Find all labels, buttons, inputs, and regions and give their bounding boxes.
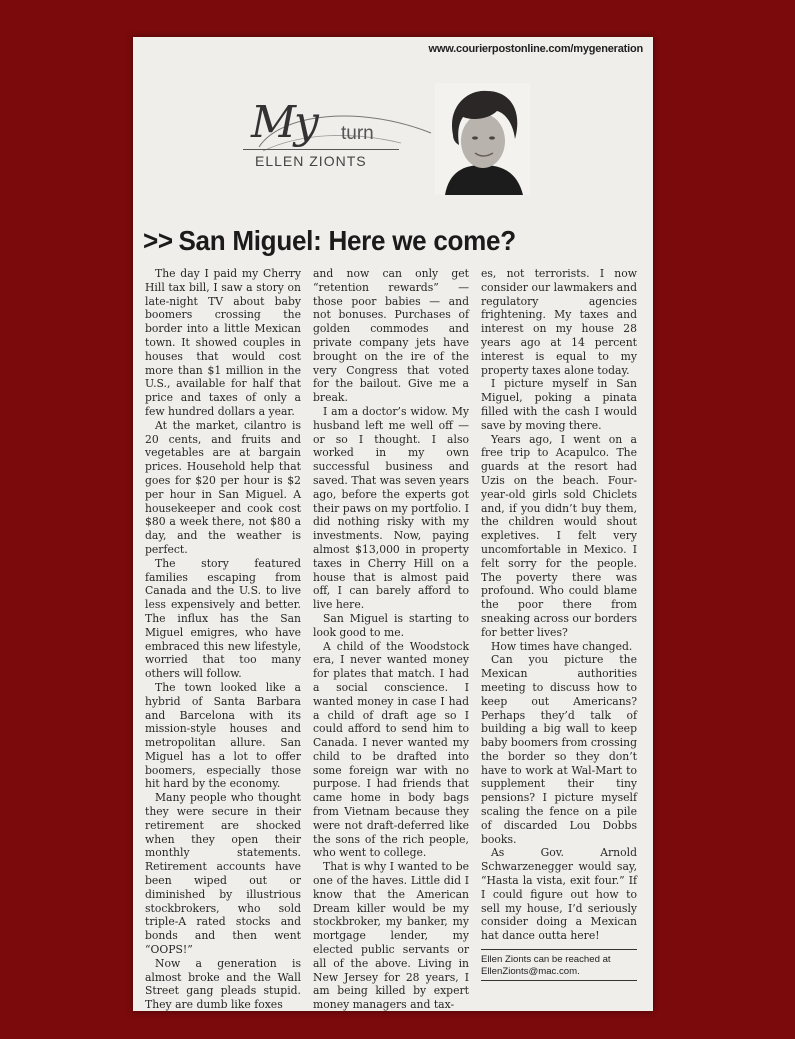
paragraph: As Gov. Arnold Schwarzenegger would say, “Hasta la vista, exit four.” If I could figure out how to sell my house, I’d seriously consider doing a Mexican hat dance outta here!: [481, 846, 637, 943]
paragraph: Now a generation is almost broke and the Wall Street gang pleads stupid. They are dumb like foxes: [145, 956, 301, 1011]
author-bio: Ellen Zionts can be reached at EllenZionts@mac.com.: [481, 954, 611, 977]
article-body: [145, 267, 643, 1011]
author-photo: [435, 83, 530, 195]
paragraph: es, not terrorists. I now consider our lawmakers and regulatory agencies frightening. My taxes and interest on my house 28 years ago at 14 percent interest is equal to my property taxes alone today.: [481, 267, 637, 377]
bio-divider-bottom: [481, 980, 637, 981]
column-masthead: [241, 97, 441, 193]
source-url: www.courierpostonline.com/mygeneration: [428, 43, 643, 55]
paragraph: Can you picture the Mexican authorities meeting to discuss how to keep out Americans? Perhaps they’d talk of building a big wall to keep baby boomers from crossing the border so they don’t have to work at Wal-Mart to supplement their tiny pensions? I picture myself scaling the fence on a pile of discarded Lou Dobbs books.: [481, 653, 637, 846]
paragraph: At the market, cilantro is 20 cents, and fruits and vegetables are at bargain prices. Household help that goes for $20 per hour is $2 per hour in San Miguel. A housekeeper and cook cost $80 a week there, not $80 a day, and the weather is perfect.: [145, 418, 301, 556]
newspaper-clipping: [133, 37, 653, 1011]
article-column-1: [145, 267, 301, 1011]
article-column-3: [481, 267, 637, 981]
paragraph: A child of the Woodstock era, I never wanted money for plates that match. I had a social conscience. I wanted money in case I had a child of draft age so I could afford to send him to Canada. I never wanted my child to be drafted into some foreign war with no purpose. I had friends that came home in body bags from Vietnam because they were not draft-deferred like the sons of the rich people, who went to college.: [313, 639, 469, 860]
headline-text: San Miguel: Here we come?: [178, 225, 516, 256]
paragraph: The day I paid my Cherry Hill tax bill, I saw a story on late-night TV about baby boomers crossing the border into a little Mexican town. It showed couples in houses that would cost more than $1 million in the U.S., available for half that price and taxes of only a few hundred dollars a year.: [145, 267, 301, 418]
paragraph: The story featured families escaping from Canada and the U.S. to live less expensively and better. The influx has the San Miguel emigres, who have embraced this new lifestyle, worried that too many others will follow.: [145, 556, 301, 681]
paragraph: I picture myself in San Miguel, poking a pinata filled with the cash I would save by moving there.: [481, 377, 637, 432]
masthead-rule: [243, 149, 399, 150]
paragraph: and now can only get “retention rewards” — those poor babies — and not bonuses. Purchases of golden commodes and private company jets have brought on the ire of the very Congress that voted for the bailout. Give me a break.: [313, 267, 469, 405]
bio-divider: [481, 949, 637, 950]
paragraph: Many people who thought they were secure in their retirement are shocked when they open their monthly statements. Retirement accounts have been wiped out or diminished by illustrious stockbrokers, who sold triple-A rated stocks and bonds and then went “OOPS!”: [145, 791, 301, 957]
headline: [143, 225, 612, 257]
paragraph: I am a doctor’s widow. My husband left me well off — or so I thought. I also worked in my own successful business and saved. That was seven years ago, before the experts got their paws on my portfolio. I did nothing risky with my investments. Now, paying almost $13,000 in property taxes in Cherry Hill on a house that is almost paid off, I can barely afford to live here.: [313, 404, 469, 612]
paragraph: That is why I wanted to be one of the haves. Little did I know that the American Dream killer would be my stockbroker, my banker, my mortgage lender, my elected public servants or all of the above. Living in New Jersey for 28 years, I am being killed by expert money managers and tax-: [313, 860, 469, 1011]
paragraph: How times have changed.: [491, 639, 633, 653]
paragraph: San Miguel is starting to look good to me.: [313, 611, 469, 639]
author-portrait-icon: [435, 83, 530, 195]
paragraph: The town looked like a hybrid of Santa Barbara and Barcelona with its mission-style houses and metropolitan allure. San Miguel has a lot to offer boomers, especially those hit hard by the economy.: [145, 680, 301, 791]
masthead-my: My: [251, 97, 317, 148]
headline-arrows: >>: [143, 225, 173, 256]
masthead-turn: turn: [341, 123, 374, 144]
article-column-2: [313, 267, 469, 1011]
author-name: ELLEN ZIONTS: [255, 153, 367, 169]
paragraph: Years ago, I went on a free trip to Acapulco. The guards at the resort had Uzis on the beach. Four-year-old girls sold Chiclets and, if you didn’t buy them, the children would shout expletives. I felt very uncomfortable in Mexico. I felt sorry for the people. The poverty there was profound. Who could blame the poor there from sneaking across our borders for better lives?: [481, 432, 637, 639]
